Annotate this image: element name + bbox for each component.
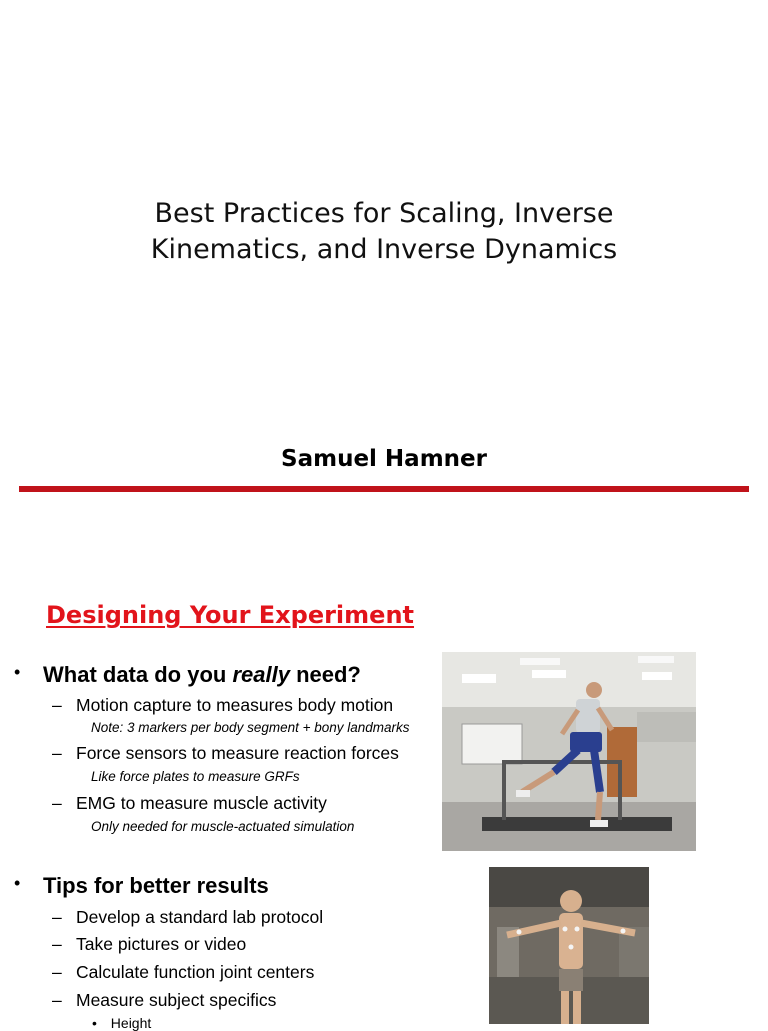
list-item-text: Take pictures or video <box>76 934 247 954</box>
note-text: Only needed for muscle-actuated simulation <box>91 819 355 834</box>
bullet-text-emph: really <box>232 662 290 687</box>
bullet-marker: • <box>14 873 21 893</box>
bullet-text <box>43 662 361 688</box>
bullet-text-b: need? <box>289 662 361 687</box>
bullet-text-a: What data do you <box>43 662 233 687</box>
dash-marker: – <box>52 934 62 954</box>
list-item-text: Measure subject specifics <box>76 990 277 1010</box>
dash-marker: – <box>52 990 62 1010</box>
marker-calibration-photo <box>489 867 649 1024</box>
slide-title-line2: Kinematics, and Inverse Dynamics <box>150 234 618 265</box>
dash-marker: – <box>52 695 62 715</box>
list-item-text: EMG to measure muscle activity <box>76 793 327 813</box>
sub-list-item <box>92 1015 151 1031</box>
note-text: Like force plates to measure GRFs <box>91 769 300 784</box>
list-item-text: Develop a standard lab protocol <box>76 907 324 927</box>
bullet-marker: • <box>14 662 21 682</box>
author-name: Samuel Hamner <box>281 446 487 472</box>
marker-subject-image <box>489 867 649 1024</box>
dash-marker: – <box>52 793 62 813</box>
bullet-text: Tips for better results <box>43 873 269 898</box>
slide-title-line1: Best Practices for Scaling, Inverse <box>154 198 614 229</box>
sub-bullet-marker: • <box>92 1015 97 1031</box>
section-title: Designing Your Experiment <box>46 601 415 629</box>
note-text: Note: 3 markers per body segment + bony landmarks <box>91 720 410 735</box>
sub-list-item-text: Height <box>110 1015 152 1031</box>
list-item-text: Motion capture to measures body motion <box>76 695 394 715</box>
dash-marker: – <box>52 962 62 982</box>
slide-title <box>0 196 768 268</box>
treadmill-running-image <box>442 652 696 851</box>
red-divider <box>19 486 749 492</box>
dash-marker: – <box>52 743 62 763</box>
dash-marker: – <box>52 907 62 927</box>
list-item-text: Force sensors to measure reaction forces <box>76 743 399 763</box>
list-item-text: Calculate function joint centers <box>76 962 315 982</box>
treadmill-running-photo <box>442 652 696 851</box>
